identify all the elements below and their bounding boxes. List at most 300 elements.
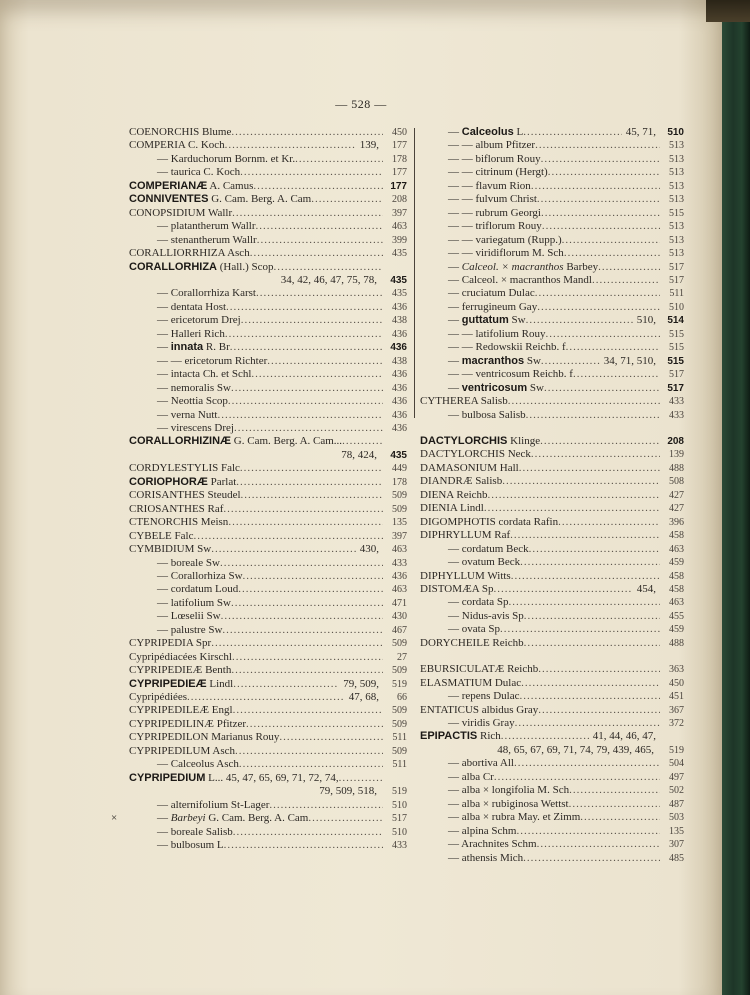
index-entry (420, 811, 684, 824)
index-entry (129, 395, 407, 408)
index-entry (129, 422, 407, 435)
page-reference: 177 (392, 167, 407, 179)
leader-dots (267, 355, 383, 368)
leader-dots (531, 448, 660, 461)
index-entry (129, 368, 407, 381)
index-entry (129, 624, 407, 637)
entry-name: — ovatum Beck (448, 556, 521, 569)
page-reference: 438 (392, 315, 407, 327)
entry-author: (Hall.) Scop (217, 260, 274, 273)
index-entry (420, 328, 684, 341)
page-reference: 430 (392, 611, 407, 623)
leader-dots (538, 663, 660, 676)
page-reference: 367 (669, 704, 684, 716)
index-entry (420, 771, 684, 784)
index-entry (420, 596, 684, 609)
entry-heading: COMPERIANÆ (129, 179, 208, 192)
leader-dots (508, 596, 660, 609)
page-reference: 450 (392, 127, 407, 138)
page-reference: 519 (669, 744, 684, 756)
index-entry (129, 583, 407, 596)
entry-name: — Calceolus Asch (157, 758, 239, 771)
entry-author: Klinge (507, 434, 541, 447)
page-reference: 510 (392, 826, 407, 838)
leader-dots (564, 247, 660, 260)
entry-name: — — latifolium Rouy (448, 327, 546, 340)
entry-name: CTENORCHIS Meisn (129, 516, 229, 529)
index-entry (129, 745, 407, 758)
leader-dots (225, 139, 356, 152)
entry-author: L... 45, 47, 65, 69, 71, 72, 74, (205, 771, 339, 784)
index-entry (129, 247, 407, 260)
entry-name: — ventricosum Sw (448, 381, 544, 394)
index-entry (420, 529, 684, 542)
index-entry (420, 180, 684, 193)
index-entry (129, 193, 407, 206)
leader-dots (231, 126, 383, 139)
index-entry (420, 543, 684, 556)
page-reference: 519 (392, 786, 407, 798)
index-entry (420, 126, 684, 139)
entry-name: DIPHRYLLUM Raf (420, 529, 511, 542)
page-reference: 485 (669, 852, 684, 864)
entry-name: — Lœselii Sw (157, 610, 221, 623)
leader-dots (342, 435, 383, 448)
entry-name: CORISANTHES Steudel (129, 489, 241, 502)
leader-dots (256, 220, 384, 233)
entry-name: — Corallorhiza Sw (157, 569, 243, 582)
leader-dots (537, 838, 660, 851)
page-reference: 135 (392, 517, 407, 529)
page-reference: 436 (392, 409, 407, 421)
index-entry (129, 207, 407, 220)
entry-references: 41, 44, 46, 47, (592, 730, 656, 743)
page-reference: 436 (392, 382, 407, 394)
leader-dots (529, 543, 660, 556)
leader-dots (308, 812, 383, 825)
leader-dots (233, 704, 383, 717)
leader-dots (235, 745, 383, 758)
index-entry (129, 799, 407, 812)
index-entry (420, 355, 684, 368)
leader-dots (494, 771, 660, 784)
index-entry (420, 234, 684, 247)
leader-dots (541, 355, 600, 368)
index-entry (129, 637, 407, 650)
page-reference: 515 (667, 355, 684, 367)
index-entry (420, 341, 684, 354)
page-reference: 177 (392, 140, 407, 152)
page-reference: 509 (392, 718, 407, 730)
leader-dots (524, 610, 660, 623)
page-reference: 178 (392, 153, 407, 165)
leader-dots (516, 825, 660, 838)
leader-dots (521, 677, 660, 690)
page-reference: 433 (392, 557, 407, 569)
leader-dots (510, 529, 660, 542)
index-entry (111, 812, 407, 825)
entry-name: — virescens Drej (157, 421, 234, 434)
entry-name: — Calceol. × macranthos Mandl (448, 273, 592, 286)
leader-dots (508, 395, 660, 408)
page-reference: 497 (669, 771, 684, 783)
index-entry (129, 570, 407, 583)
page-reference: 517 (392, 813, 407, 825)
entry-name: — — rubrum Georgi (448, 206, 541, 219)
index-entry (420, 744, 684, 757)
entry-name: — — citrinum (Hergt) (448, 166, 548, 179)
entry-name: — alpina Schm (448, 824, 517, 837)
entry-name: — viridis Gray (448, 717, 515, 730)
entry-name: — alba × longifolia M. Sch (448, 784, 570, 797)
page-reference: 396 (669, 516, 684, 528)
page-reference: 436 (392, 328, 407, 340)
leader-dots (535, 287, 660, 300)
entry-name (129, 180, 253, 193)
page-reference: 459 (669, 624, 684, 636)
page-reference (383, 435, 407, 448)
entry-name: CONOPSIDIUM Wallr (129, 206, 233, 219)
page-reference: 509 (392, 638, 407, 650)
index-entry (129, 328, 407, 341)
leader-dots (232, 651, 383, 664)
entry-name: — abortiva All (448, 757, 514, 770)
index-entry (129, 664, 407, 677)
leader-dots (484, 502, 660, 515)
entry-name (129, 476, 236, 489)
page-reference: 66 (397, 692, 407, 704)
index-entry (420, 314, 684, 327)
page-reference: 471 (392, 597, 407, 609)
page-reference: 517 (669, 261, 684, 273)
page-reference: 513 (669, 194, 684, 206)
index-entry (420, 287, 684, 300)
page-reference: 463 (392, 221, 407, 233)
page-reference: 509 (392, 745, 407, 757)
column-divider (414, 128, 415, 418)
leader-dots (238, 583, 383, 596)
entry-name: — — viridiflorum M. Sch (448, 247, 564, 260)
leader-dots (501, 730, 589, 743)
entry-name: CYPRIPEDILON Marianus Rouy (129, 731, 280, 744)
leader-dots (269, 799, 383, 812)
entry-name: CYPRIPEDILEÆ Engl (129, 704, 233, 717)
leader-dots (193, 530, 383, 543)
entry-name: — cordatum Beck (448, 542, 529, 555)
page-reference: 459 (669, 557, 684, 569)
page-reference: 463 (669, 597, 684, 609)
index-entry (420, 462, 684, 475)
entry-name: — macranthos Sw (448, 354, 541, 367)
index-entry (129, 772, 407, 785)
page-reference: 451 (669, 691, 684, 703)
leader-dots (223, 503, 383, 516)
entry-name: — Neottia Scop (157, 395, 228, 408)
index-column-left (111, 126, 407, 852)
page-reference: 509 (392, 665, 407, 677)
page-reference: 458 (669, 583, 684, 595)
entry-name: — — triflorum Rouy (448, 220, 542, 233)
entry-author: Parlat (207, 475, 237, 488)
entry-name: — Calceolus L (448, 126, 524, 138)
leader-dots (537, 193, 660, 206)
index-entry (129, 530, 407, 543)
index-entry (420, 757, 684, 770)
entry-name: — — album Pfitzer (448, 139, 536, 152)
entry-name: — latifolium Sw (157, 596, 231, 609)
index-entry (129, 314, 407, 327)
index-entry (420, 435, 684, 448)
index-entry (129, 476, 407, 489)
entry-name: CYPRIPEDIA Spr (129, 637, 212, 650)
leader-dots (573, 368, 660, 381)
leader-dots (231, 664, 383, 677)
page-reference: 208 (667, 435, 684, 447)
leader-dots (542, 220, 660, 233)
index-entry (420, 784, 684, 797)
leader-dots (246, 718, 383, 731)
index-entry (129, 153, 407, 166)
index-entry (129, 678, 407, 691)
entry-name: CYPRIPEDILINÆ Pfitzer (129, 717, 247, 730)
index-entry (420, 838, 684, 851)
leader-dots (228, 516, 383, 529)
index-entry (129, 516, 407, 529)
entry-author: G. Cam. Berg. A. Cam (208, 193, 312, 206)
entry-name: CYMBIDIUM Sw (129, 543, 212, 556)
entry-name: DIENA Reichb (420, 488, 488, 501)
index-entry (420, 610, 684, 623)
page-reference: 515 (669, 342, 684, 354)
index-entry (420, 516, 684, 529)
page-reference: 510 (669, 301, 684, 313)
entry-name: — — ventricosum Reichb. f (448, 368, 573, 381)
index-entry (420, 704, 684, 717)
page-reference: 513 (669, 167, 684, 179)
leader-dots (526, 314, 633, 327)
entry-name: — — fulvum Christ (448, 193, 537, 206)
entry-name: — Nidus-avis Sp (448, 609, 524, 622)
index-entry (129, 489, 407, 502)
index-entry (420, 220, 684, 233)
page-reference: 397 (392, 207, 407, 219)
entry-name: — cordata Sp (448, 596, 509, 609)
index-entry (420, 663, 684, 676)
index-entry (129, 597, 407, 610)
page-reference: 435 (390, 274, 407, 286)
entry-heading: CORIOPHORÆ (129, 475, 208, 488)
index-entry (420, 368, 684, 381)
leader-dots (251, 368, 383, 381)
entry-name: CORDYLESTYLIS Falc (129, 462, 240, 475)
entry-name: — intacta Ch. et Schl (157, 368, 252, 381)
entry-name: — Halleri Rich (157, 327, 225, 340)
entry-author: Rich (477, 730, 501, 743)
index-entry (420, 448, 684, 461)
leader-dots (569, 798, 660, 811)
index-entry (420, 409, 684, 422)
entry-name (129, 193, 311, 206)
leader-dots (511, 570, 660, 583)
entry-name: Cypripédiées (129, 691, 188, 704)
entry-name: — ericetorum Drej (157, 314, 241, 327)
entry-name: — Corallorrhiza Karst (157, 287, 256, 300)
leader-dots (545, 328, 660, 341)
entry-name: — repens Dulac (448, 690, 520, 703)
page-reference: 307 (669, 839, 684, 851)
leader-dots (231, 597, 383, 610)
entry-author: Lindl (206, 677, 234, 690)
page-reference: 436 (390, 342, 407, 354)
entry-references: 34, 42, 46, 47, 75, 78, (280, 273, 377, 286)
page-reference: 399 (392, 234, 407, 246)
leader-dots (274, 261, 383, 274)
leader-dots (236, 476, 383, 489)
entry-name: DIGOMPHOTIS cordata Rafin (420, 515, 559, 528)
entry-references: 139, (359, 139, 379, 152)
page-reference: 372 (669, 718, 684, 730)
index-entry (129, 826, 407, 839)
index-entry (420, 193, 684, 206)
page-reference: 488 (669, 637, 684, 649)
leader-dots (544, 382, 660, 395)
entry-references: 79, 509, 518, (319, 785, 377, 798)
index-entry (129, 543, 407, 556)
leader-dots (566, 341, 660, 354)
index-entry (129, 704, 407, 717)
leader-dots (295, 153, 383, 166)
leader-dots (220, 557, 383, 570)
entry-references: 48, 65, 67, 69, 71, 74, 79, 439, 465, (497, 743, 654, 756)
entry-name: — — flavum Rion (448, 179, 531, 192)
leader-dots (311, 193, 383, 206)
page-reference: 458 (669, 570, 684, 582)
page-reference: 517 (669, 274, 684, 286)
page-reference: 463 (392, 584, 407, 596)
entry-author: G. Cam. Berg. A. Cam... (231, 435, 343, 448)
leader-dots (493, 583, 632, 596)
index-entry (129, 355, 407, 368)
index-entry (420, 717, 684, 730)
entry-name: — alba × rubiginosa Wettst (448, 797, 569, 810)
entry-references: 47, 68, (348, 691, 379, 704)
entry-references: 454, (636, 582, 656, 595)
book-edge (706, 0, 750, 22)
index-entry (420, 690, 684, 703)
entry-name: CRIOSANTHES Raf (129, 502, 224, 515)
index-entry (129, 139, 407, 152)
page-reference: 502 (669, 785, 684, 797)
entry-name: CYPRIPEDIEÆ Benth (129, 664, 232, 677)
index-column-right (420, 126, 684, 865)
entry-name: — — biflorum Rouy (448, 152, 541, 165)
index-entry (420, 556, 684, 569)
page-reference: 208 (392, 194, 407, 206)
leader-dots (580, 811, 660, 824)
index-entry (129, 301, 407, 314)
entry-name (129, 261, 274, 274)
page-reference: 513 (669, 248, 684, 260)
page-reference: 435 (392, 248, 407, 260)
index-entry (129, 839, 407, 852)
leader-dots (253, 180, 383, 193)
leader-dots (211, 637, 383, 650)
entry-heading: CONNIVENTES (129, 193, 209, 206)
entry-name: — Arachnites Schm (448, 838, 537, 851)
page-reference: 514 (667, 315, 684, 327)
page-reference: 463 (392, 544, 407, 556)
entry-name (129, 772, 339, 785)
page-reference: 436 (392, 369, 407, 381)
entry-name: COENORCHIS Blume (129, 126, 232, 138)
page-reference: 438 (392, 355, 407, 367)
index-entry (420, 583, 684, 596)
leader-dots (540, 435, 660, 448)
entry-name: — verna Nutt (157, 408, 218, 421)
leader-dots (225, 328, 383, 341)
page-reference: 511 (669, 288, 684, 300)
page-reference (383, 261, 407, 274)
leader-dots (541, 207, 660, 220)
hybrid-mark: × (111, 812, 118, 825)
entry-name: — — variegatum (Rupp.) (448, 233, 562, 246)
index-entry (420, 166, 684, 179)
index-entry (129, 287, 407, 300)
entry-name: DACTYLORCHIS Neck (420, 448, 531, 461)
page-reference: 509 (392, 490, 407, 502)
leader-dots (230, 341, 383, 354)
leader-dots (488, 489, 660, 502)
leader-dots (217, 409, 383, 422)
entry-name: DIANDRÆ Salisb (420, 475, 503, 488)
leader-dots (228, 395, 383, 408)
entry-name: — guttatum Sw (448, 314, 526, 327)
page-reference: 397 (392, 530, 407, 542)
leader-dots (526, 409, 660, 422)
page-reference: 433 (669, 409, 684, 421)
entry-name: DAMASONIUM Hall (420, 461, 519, 474)
index-entry (129, 651, 407, 664)
leader-dots (243, 570, 383, 583)
leader-dots (279, 731, 383, 744)
index-entry (420, 382, 684, 395)
leader-dots (535, 139, 660, 152)
entry-references: 78, 424, (341, 448, 377, 461)
entry-name: — boreale Sw (157, 556, 220, 569)
page-reference: 487 (669, 798, 684, 810)
leader-dots (569, 784, 660, 797)
page-reference: 509 (392, 705, 407, 717)
leader-dots (211, 543, 356, 556)
entry-heading: CYPRIPEDIEÆ (129, 677, 207, 690)
index-entry (420, 730, 684, 743)
leader-dots (562, 234, 660, 247)
index-entry (129, 341, 407, 354)
spacer (420, 650, 684, 663)
index-entry (129, 503, 407, 516)
leader-dots (256, 287, 383, 300)
index-entry (129, 409, 407, 422)
page-reference: 504 (669, 758, 684, 770)
page-reference: 450 (669, 677, 684, 689)
leader-dots (523, 852, 660, 865)
entry-name: — cruciatum Dulac (448, 287, 535, 300)
page-reference: 467 (392, 624, 407, 636)
leader-dots (520, 556, 660, 569)
page-reference: 363 (669, 664, 684, 676)
index-entry (420, 207, 684, 220)
page-reference: 427 (669, 489, 684, 501)
